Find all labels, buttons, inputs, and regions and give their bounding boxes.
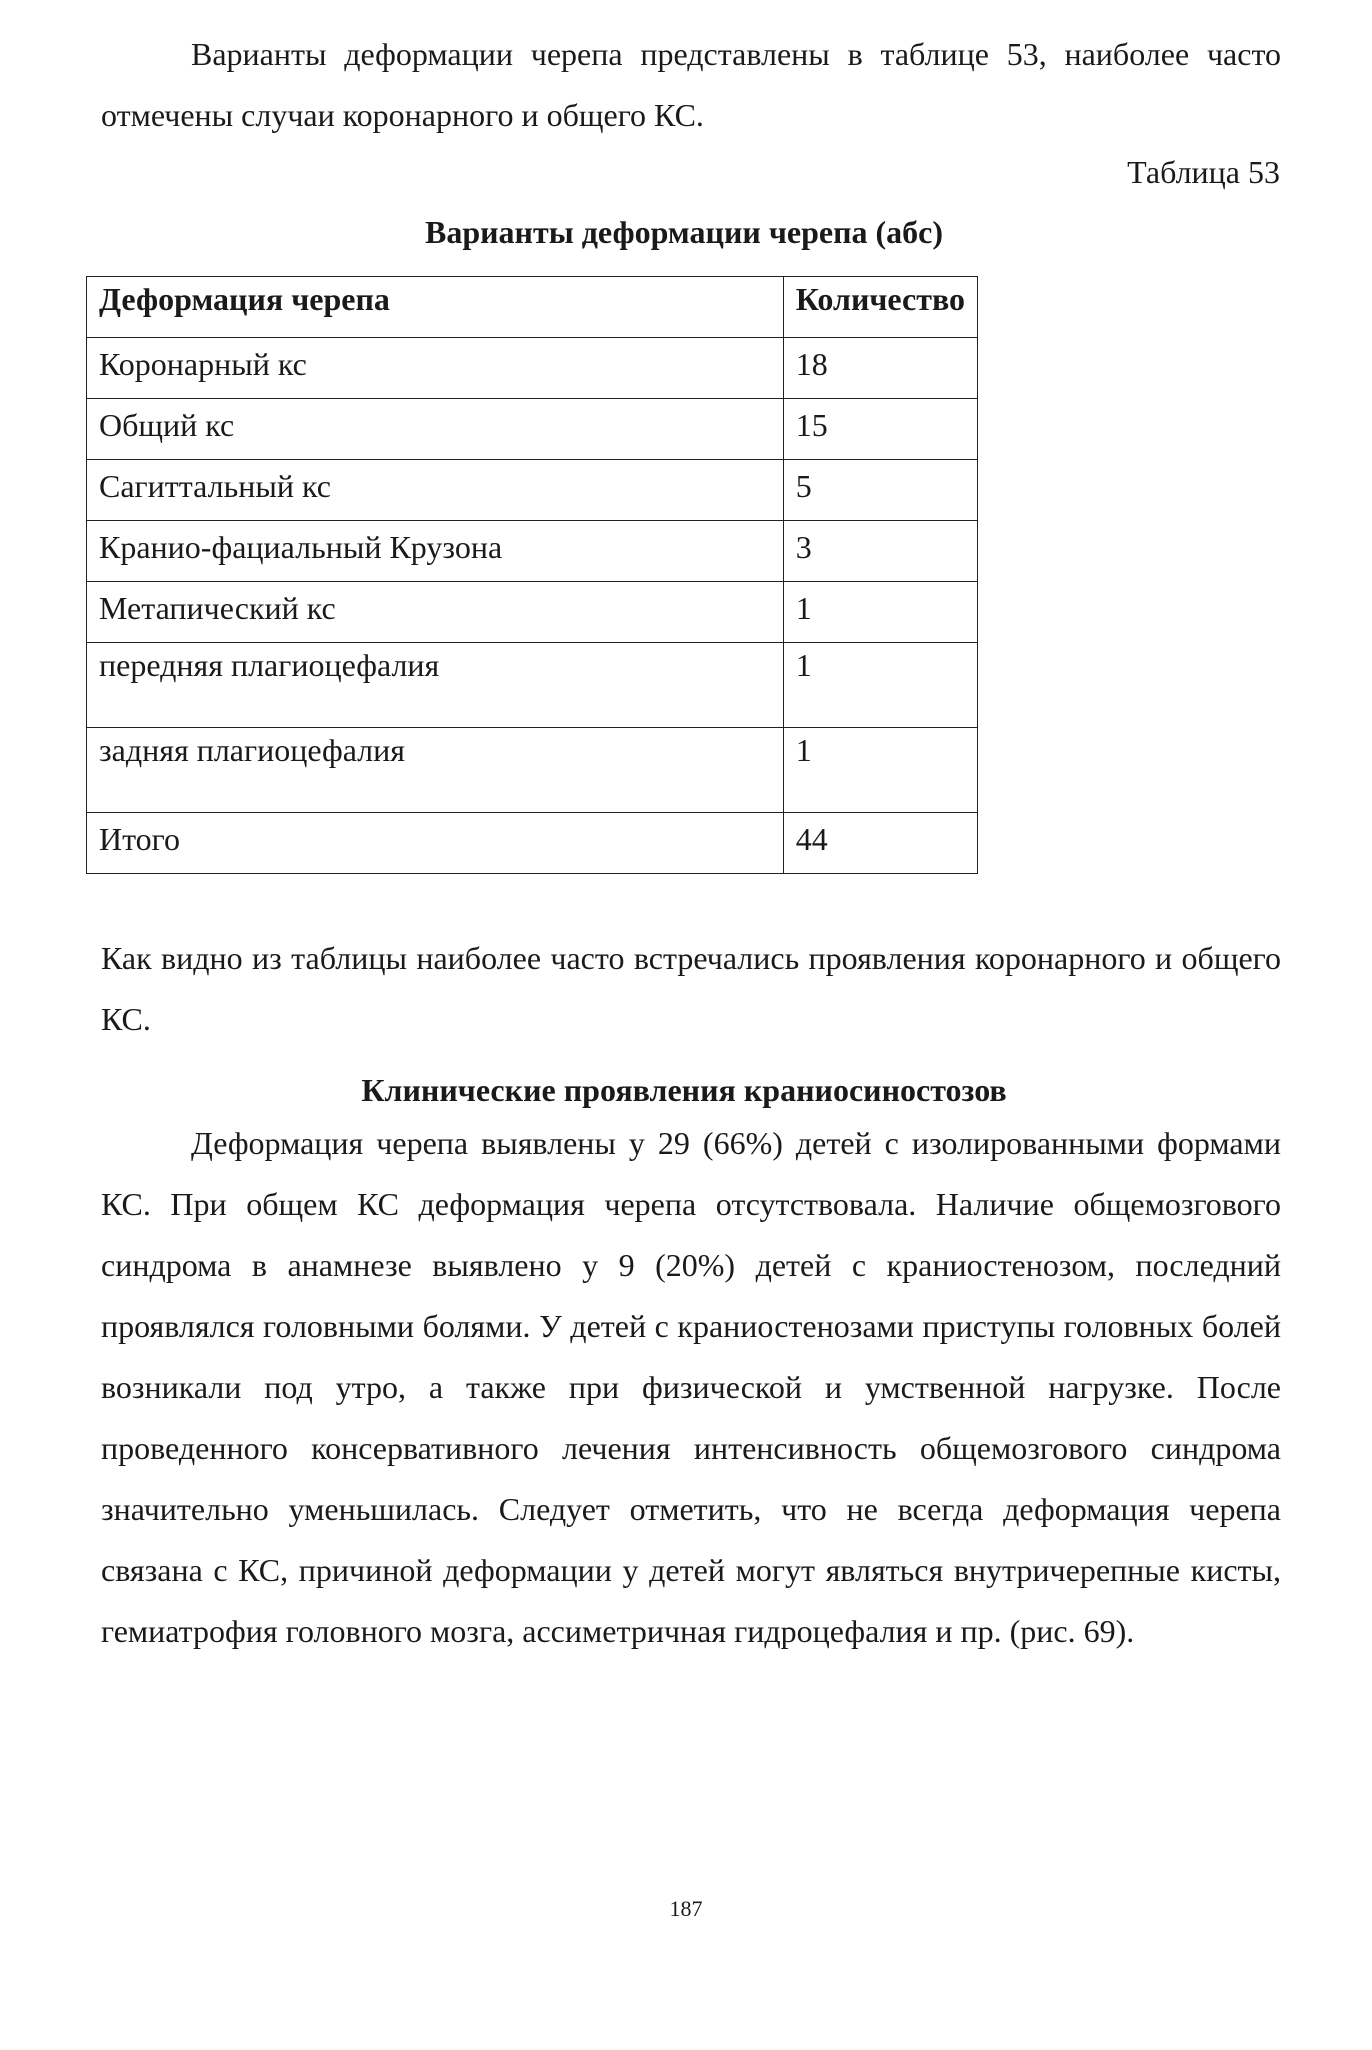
table-number: Таблица 53 bbox=[1127, 154, 1280, 190]
deformation-cell: задняя плагиоцефалия bbox=[87, 728, 784, 813]
after-table-paragraph: Как видно из таблицы наиболее часто встречались проявления коронарного и общего КС. bbox=[101, 940, 1281, 1037]
table-header-row bbox=[87, 277, 978, 338]
table-row bbox=[87, 643, 978, 728]
section-heading: Клинические проявления краниосиностозов bbox=[361, 1072, 1007, 1108]
table-row bbox=[87, 728, 978, 813]
count-cell: 1 bbox=[783, 582, 977, 643]
count-cell: 1 bbox=[783, 728, 977, 813]
deformation-cell: Кранио-фациальный Крузона bbox=[87, 521, 784, 582]
deformation-cell: Сагиттальный кс bbox=[87, 460, 784, 521]
count-cell: 18 bbox=[783, 338, 977, 399]
deformation-cell: Общий кс bbox=[87, 399, 784, 460]
deformation-cell: передняя плагиоцефалия bbox=[87, 643, 784, 728]
table-row bbox=[87, 582, 978, 643]
intro-paragraph: Варианты деформации черепа представлены в таблице 53, наиболее часто отмечены случаи коронарного и общего КС. bbox=[101, 36, 1281, 133]
deformation-table bbox=[86, 276, 978, 874]
table-title: Варианты деформации черепа (абс) bbox=[424, 214, 944, 250]
total-count-cell: 44 bbox=[783, 813, 977, 874]
column-header-deformation: Деформация черепа bbox=[87, 277, 784, 338]
column-header-count: Количество bbox=[783, 277, 977, 338]
page-number: 187 bbox=[669, 1896, 703, 1921]
table-row bbox=[87, 399, 978, 460]
deformation-cell: Коронарный кс bbox=[87, 338, 784, 399]
count-cell: 3 bbox=[783, 521, 977, 582]
total-label-cell: Итого bbox=[87, 813, 784, 874]
deformation-cell: Метапический кс bbox=[87, 582, 784, 643]
table-row bbox=[87, 338, 978, 399]
table-row-total bbox=[87, 813, 978, 874]
body-paragraph: Деформация черепа выявлены у 29 (66%) детей с изолированными формами КС. При общем КС деформация черепа отсутствовала. Наличие общемозгового синдрома в анамнезе выявлено у 9 (20%) детей с краниостенозом, последний проявлялся головными болями. У детей с краниостенозами приступы головных болей возникали под утро, а также при физической и умственной нагрузке. После проведенного консервативного лечения интенсивность общемозгового синдрома значительно уменьшилась. Следует отметить, что не всегда деформация черепа связана с КС, причиной деформации у детей могут являться внутричерепные кисты, гемиатрофия головного мозга, ассиметричная гидроцефалия и пр. (рис. 69). bbox=[101, 1125, 1281, 1649]
count-cell: 5 bbox=[783, 460, 977, 521]
table-row bbox=[87, 460, 978, 521]
count-cell: 1 bbox=[783, 643, 977, 728]
count-cell: 15 bbox=[783, 399, 977, 460]
table-row bbox=[87, 521, 978, 582]
